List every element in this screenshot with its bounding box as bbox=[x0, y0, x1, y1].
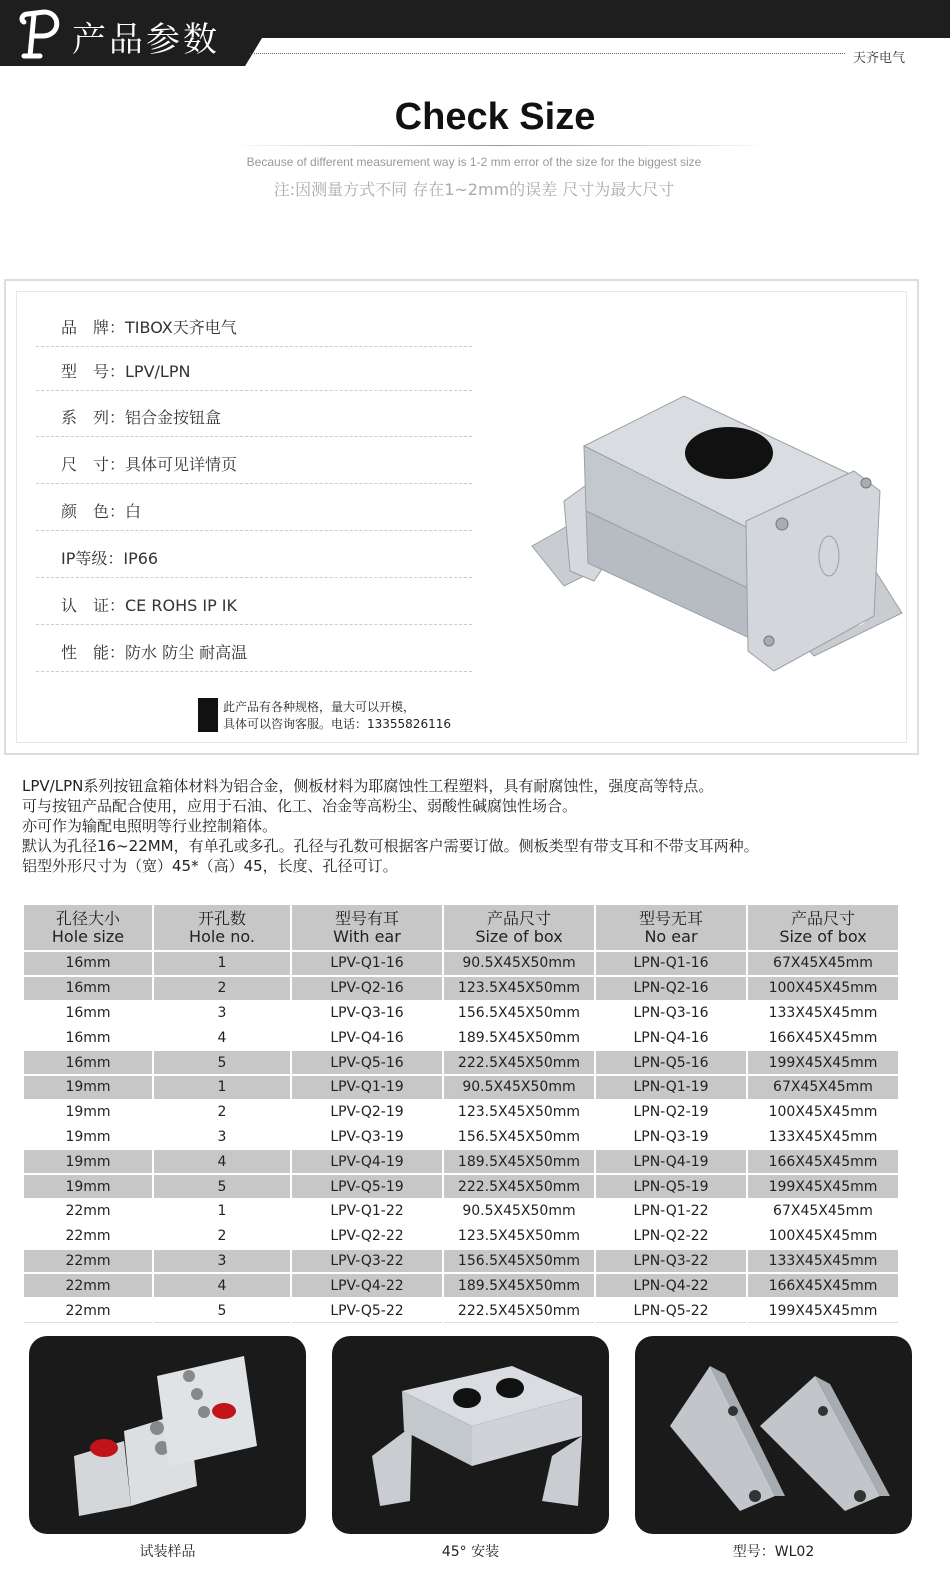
cell-model-with-ear: LPV-Q2-16 bbox=[291, 976, 443, 1001]
note-marker bbox=[198, 698, 218, 732]
cell-model-no-ear: LPN-Q1-22 bbox=[595, 1199, 747, 1224]
cell-model-with-ear: LPV-Q4-22 bbox=[291, 1273, 443, 1298]
check-size-title: Check Size bbox=[394, 96, 596, 138]
table-row bbox=[23, 1249, 899, 1274]
header-hole-size: 孔径大小 Hole size bbox=[23, 904, 153, 951]
table-row bbox=[23, 1075, 899, 1100]
table-row bbox=[23, 1100, 899, 1125]
cell-model-with-ear: LPV-Q5-16 bbox=[291, 1050, 443, 1075]
cell-hole-no: 3 bbox=[153, 1249, 291, 1274]
cell-model-no-ear: LPN-Q1-16 bbox=[595, 951, 747, 976]
cell-size-with-ear: 156.5X45X50mm bbox=[443, 1249, 595, 1274]
cell-size-no-ear: 100X45X45mm bbox=[747, 976, 899, 1001]
caption-wl02: 型号：WL02 bbox=[732, 1544, 815, 1560]
cell-size-with-ear: 156.5X45X50mm bbox=[443, 1125, 595, 1150]
header-size-no-ear: 产品尺寸 Size of box bbox=[747, 904, 899, 951]
cell-hole-size: 22mm bbox=[23, 1298, 153, 1323]
cell-hole-size: 22mm bbox=[23, 1273, 153, 1298]
check-size-divider bbox=[225, 145, 775, 146]
cell-hole-size: 19mm bbox=[23, 1100, 153, 1125]
cell-hole-size: 19mm bbox=[23, 1174, 153, 1199]
cell-size-no-ear: 133X45X45mm bbox=[747, 1249, 899, 1274]
cell-hole-size: 19mm bbox=[23, 1075, 153, 1100]
size-table bbox=[22, 903, 900, 1323]
spec-row-performance bbox=[36, 626, 472, 672]
table-row bbox=[23, 1001, 899, 1026]
cell-model-with-ear: LPV-Q5-22 bbox=[291, 1298, 443, 1323]
cell-model-no-ear: LPN-Q5-22 bbox=[595, 1298, 747, 1323]
cell-model-with-ear: LPV-Q3-22 bbox=[291, 1249, 443, 1274]
cell-model-no-ear: LPN-Q2-19 bbox=[595, 1100, 747, 1125]
cell-model-with-ear: LPV-Q2-22 bbox=[291, 1224, 443, 1249]
product-description bbox=[22, 776, 942, 876]
cell-hole-size: 16mm bbox=[23, 951, 153, 976]
cell-hole-size: 16mm bbox=[23, 976, 153, 1001]
page-title: 产品参数 bbox=[72, 20, 220, 60]
header-with-ear: 型号有耳 With ear bbox=[291, 904, 443, 951]
cell-size-no-ear: 67X45X45mm bbox=[747, 951, 899, 976]
spec-row-series bbox=[36, 391, 472, 437]
cell-size-with-ear: 189.5X45X50mm bbox=[443, 1273, 595, 1298]
header-hole-no: 开孔数 Hole no. bbox=[153, 904, 291, 951]
cell-size-with-ear: 189.5X45X50mm bbox=[443, 1149, 595, 1174]
photo-wl02-bracket bbox=[635, 1336, 912, 1534]
cell-hole-no: 4 bbox=[153, 1025, 291, 1050]
cell-model-with-ear: LPV-Q1-16 bbox=[291, 951, 443, 976]
cell-model-no-ear: LPN-Q3-19 bbox=[595, 1125, 747, 1150]
spec-text: 品 牌：TIBOX天齐电气 bbox=[61, 318, 237, 337]
cell-size-with-ear: 156.5X45X50mm bbox=[443, 1001, 595, 1026]
spec-row-model bbox=[36, 345, 472, 391]
header-brand: 天齐电气 bbox=[853, 51, 906, 66]
description-line: 铝型外形尺寸为（宽）45*（高）45，长度、孔径可订。 bbox=[22, 857, 398, 875]
header-no-ear: 型号无耳 No ear bbox=[595, 904, 747, 951]
cell-size-with-ear: 90.5X45X50mm bbox=[443, 1075, 595, 1100]
spec-text: IP等级：IP66 bbox=[61, 549, 159, 568]
cell-model-no-ear: LPN-Q3-22 bbox=[595, 1249, 747, 1274]
spec-row-color bbox=[36, 485, 472, 531]
cell-size-no-ear: 100X45X45mm bbox=[747, 1100, 899, 1125]
spec-text: 尺 寸：具体可见详情页 bbox=[61, 455, 238, 474]
cell-hole-size: 16mm bbox=[23, 1025, 153, 1050]
spec-text: 型 号：LPV/LPN bbox=[61, 362, 191, 381]
cell-hole-size: 19mm bbox=[23, 1149, 153, 1174]
caption-sample-assembly: 试装样品 bbox=[139, 1544, 196, 1560]
cell-size-no-ear: 166X45X45mm bbox=[747, 1149, 899, 1174]
cell-model-with-ear: LPV-Q4-19 bbox=[291, 1149, 443, 1174]
cell-size-with-ear: 123.5X45X50mm bbox=[443, 976, 595, 1001]
cell-hole-size: 19mm bbox=[23, 1125, 153, 1150]
check-size-note-cn: 注:因测量方式不同 存在1~2mm的误差 尺寸为最大尺寸 bbox=[273, 180, 675, 199]
cell-size-with-ear: 123.5X45X50mm bbox=[443, 1224, 595, 1249]
description-line: 亦可作为输配电照明等行业控制箱体。 bbox=[22, 817, 278, 835]
cell-hole-size: 16mm bbox=[23, 1001, 153, 1026]
table-row bbox=[23, 1298, 899, 1323]
page-header bbox=[0, 0, 950, 66]
description-line: 可与按钮产品配合使用，应用于石油、化工、冶金等高粉尘、弱酸性碱腐蚀性场合。 bbox=[22, 797, 578, 815]
cell-hole-no: 2 bbox=[153, 976, 291, 1001]
cell-size-no-ear: 67X45X45mm bbox=[747, 1199, 899, 1224]
cell-model-no-ear: LPN-Q4-19 bbox=[595, 1149, 747, 1174]
note-line-1: 此产品有各种规格，量大可以开模， bbox=[223, 700, 416, 714]
cell-model-no-ear: LPN-Q3-16 bbox=[595, 1001, 747, 1026]
table-row bbox=[23, 1125, 899, 1150]
description-line: LPV/LPN系列按钮盒箱体材料为铝合金，侧板材料为耶腐蚀性工程塑料，具有耐腐蚀性，强度高等特点。 bbox=[22, 777, 714, 795]
cell-model-no-ear: LPN-Q4-22 bbox=[595, 1273, 747, 1298]
spec-text: 系 列：铝合金按钮盒 bbox=[61, 408, 222, 427]
cell-hole-no: 3 bbox=[153, 1125, 291, 1150]
spec-panel bbox=[4, 279, 919, 755]
spec-row-ip bbox=[36, 532, 472, 578]
cell-size-no-ear: 67X45X45mm bbox=[747, 1075, 899, 1100]
caption-45-degree-install: 45° 安装 bbox=[441, 1544, 500, 1560]
cell-hole-no: 4 bbox=[153, 1149, 291, 1174]
cell-size-no-ear: 199X45X45mm bbox=[747, 1174, 899, 1199]
cell-size-with-ear: 222.5X45X50mm bbox=[443, 1050, 595, 1075]
cell-hole-no: 5 bbox=[153, 1298, 291, 1323]
cell-size-with-ear: 222.5X45X50mm bbox=[443, 1298, 595, 1323]
cell-size-no-ear: 100X45X45mm bbox=[747, 1224, 899, 1249]
cell-model-with-ear: LPV-Q2-19 bbox=[291, 1100, 443, 1125]
table-row bbox=[23, 1025, 899, 1050]
cell-model-with-ear: LPV-Q3-16 bbox=[291, 1001, 443, 1026]
check-size-note-en: Because of different measurement way is 1-2 mm error of the size for the biggest size bbox=[246, 155, 702, 169]
table-row bbox=[23, 1149, 899, 1174]
cell-model-with-ear: LPV-Q3-19 bbox=[291, 1125, 443, 1150]
cell-hole-no: 1 bbox=[153, 951, 291, 976]
cell-hole-no: 4 bbox=[153, 1273, 291, 1298]
cell-model-no-ear: LPN-Q2-16 bbox=[595, 976, 747, 1001]
spec-row-size bbox=[36, 438, 472, 484]
cell-model-no-ear: LPN-Q5-19 bbox=[595, 1174, 747, 1199]
cell-size-no-ear: 166X45X45mm bbox=[747, 1025, 899, 1050]
spec-text: 颜 色：白 bbox=[61, 502, 142, 521]
cell-size-with-ear: 189.5X45X50mm bbox=[443, 1025, 595, 1050]
cell-hole-no: 2 bbox=[153, 1100, 291, 1125]
p-logo-icon bbox=[14, 4, 66, 62]
note-text bbox=[223, 699, 451, 733]
cell-hole-size: 22mm bbox=[23, 1199, 153, 1224]
header-dotted-line bbox=[250, 53, 845, 54]
table-row bbox=[23, 1273, 899, 1298]
cell-size-no-ear: 133X45X45mm bbox=[747, 1125, 899, 1150]
spec-row-brand bbox=[36, 301, 472, 347]
cell-model-with-ear: LPV-Q1-19 bbox=[291, 1075, 443, 1100]
cell-hole-no: 1 bbox=[153, 1199, 291, 1224]
cell-size-no-ear: 166X45X45mm bbox=[747, 1273, 899, 1298]
cell-size-with-ear: 90.5X45X50mm bbox=[443, 1199, 595, 1224]
table-row bbox=[23, 1224, 899, 1249]
cell-hole-no: 3 bbox=[153, 1001, 291, 1026]
header-bar bbox=[240, 0, 950, 38]
table-row bbox=[23, 951, 899, 976]
cell-model-with-ear: LPV-Q5-19 bbox=[291, 1174, 443, 1199]
cell-model-with-ear: LPV-Q4-16 bbox=[291, 1025, 443, 1050]
cell-size-no-ear: 199X45X45mm bbox=[747, 1298, 899, 1323]
cell-hole-size: 22mm bbox=[23, 1249, 153, 1274]
cell-hole-size: 22mm bbox=[23, 1224, 153, 1249]
description-line: 默认为孔径16~22MM，有单孔或多孔。孔径与孔数可根据客户需要订做。侧板类型有带支耳和不带支耳两种。 bbox=[22, 837, 759, 855]
photo-sample-assembly bbox=[29, 1336, 306, 1534]
cell-hole-no: 5 bbox=[153, 1050, 291, 1075]
cell-hole-size: 16mm bbox=[23, 1050, 153, 1075]
cell-size-with-ear: 123.5X45X50mm bbox=[443, 1100, 595, 1125]
cell-hole-no: 1 bbox=[153, 1075, 291, 1100]
header-size-with-ear: 产品尺寸 Size of box bbox=[443, 904, 595, 951]
cell-size-with-ear: 222.5X45X50mm bbox=[443, 1174, 595, 1199]
cell-size-no-ear: 133X45X45mm bbox=[747, 1001, 899, 1026]
table-row bbox=[23, 976, 899, 1001]
photo-45-degree-install bbox=[332, 1336, 609, 1534]
spec-row-cert bbox=[36, 579, 472, 625]
cell-model-no-ear: LPN-Q5-16 bbox=[595, 1050, 747, 1075]
cell-size-with-ear: 90.5X45X50mm bbox=[443, 951, 595, 976]
table-row bbox=[23, 1174, 899, 1199]
cell-model-with-ear: LPV-Q1-22 bbox=[291, 1199, 443, 1224]
cell-model-no-ear: LPN-Q1-19 bbox=[595, 1075, 747, 1100]
table-row bbox=[23, 1199, 899, 1224]
cell-model-no-ear: LPN-Q4-16 bbox=[595, 1025, 747, 1050]
cell-hole-no: 2 bbox=[153, 1224, 291, 1249]
spec-text: 性 能：防水 防尘 耐高温 bbox=[61, 643, 248, 662]
spec-text: 认 证：CE ROHS IP IK bbox=[61, 596, 238, 615]
table-header-row bbox=[23, 904, 899, 951]
product-box-image bbox=[524, 351, 904, 701]
note-line-2: 具体可以咨询客服。电话：13355826116 bbox=[223, 717, 451, 731]
cell-model-no-ear: LPN-Q2-22 bbox=[595, 1224, 747, 1249]
cell-hole-no: 5 bbox=[153, 1174, 291, 1199]
table-row bbox=[23, 1050, 899, 1075]
cell-size-no-ear: 199X45X45mm bbox=[747, 1050, 899, 1075]
